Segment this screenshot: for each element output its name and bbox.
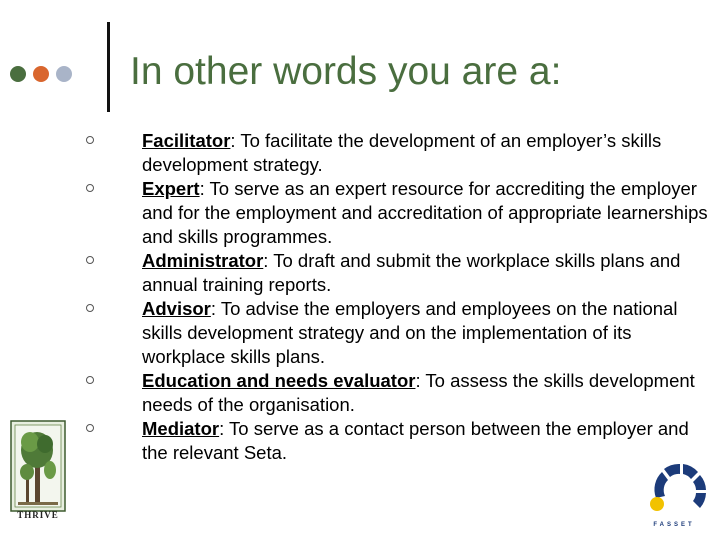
bullet-circle-icon	[86, 376, 94, 384]
bullet-item-advisor	[86, 297, 718, 369]
bullet-text: : To assess the skills development needs of the organisation.	[142, 370, 695, 415]
bullet-text: : To draft and submit the workplace skills plans and annual training reports.	[142, 250, 681, 295]
slide-title: In other words you are a:	[130, 50, 562, 93]
bullet-circle-icon	[86, 256, 94, 264]
bullet-role: Mediator	[142, 418, 220, 439]
dot-orange-icon	[33, 66, 49, 82]
bullet-circle-icon	[86, 136, 94, 144]
bullet-text: : To serve as an expert resource for accrediting the employer and for the employment and accreditation of appropriate learnerships and skills programmes.	[142, 178, 708, 247]
bullet-item-mediator	[86, 417, 718, 465]
dot-grey-icon	[56, 66, 72, 82]
bullet-circle-icon	[86, 304, 94, 312]
bullet-role: Education and needs evaluator	[142, 370, 416, 391]
bullet-role: Facilitator	[142, 130, 231, 151]
dot-green-icon	[10, 66, 26, 82]
bullet-role: Expert	[142, 178, 200, 199]
fasset-logo-text: FASSET	[653, 522, 695, 528]
title-divider	[107, 22, 110, 112]
bullet-text: : To serve as a contact person between the employer and the relevant Seta.	[142, 418, 689, 463]
bullet-item-administrator	[86, 249, 718, 297]
bullet-item-evaluator	[86, 369, 718, 417]
bullet-role: Administrator	[142, 250, 264, 271]
decorative-dots	[10, 66, 72, 82]
bullet-list	[86, 129, 718, 465]
bullet-circle-icon	[86, 184, 94, 192]
fasset-logo-icon	[636, 452, 712, 520]
bullet-role: Advisor	[142, 298, 211, 319]
thrive-logo	[10, 420, 66, 524]
tree-logo-icon	[10, 420, 66, 512]
bullet-circle-icon	[86, 424, 94, 432]
bullet-text: : To advise the employers and employees on the national skills development strategy and on the implementation of its workplace skills plans.	[142, 298, 678, 367]
bullet-item-facilitator	[86, 129, 718, 177]
bullet-item-expert	[86, 177, 718, 249]
thrive-logo-text: THRIVE	[17, 510, 59, 520]
bullet-text: : To facilitate the development of an employer’s skills development strategy.	[142, 130, 662, 175]
fasset-logo	[636, 452, 712, 528]
